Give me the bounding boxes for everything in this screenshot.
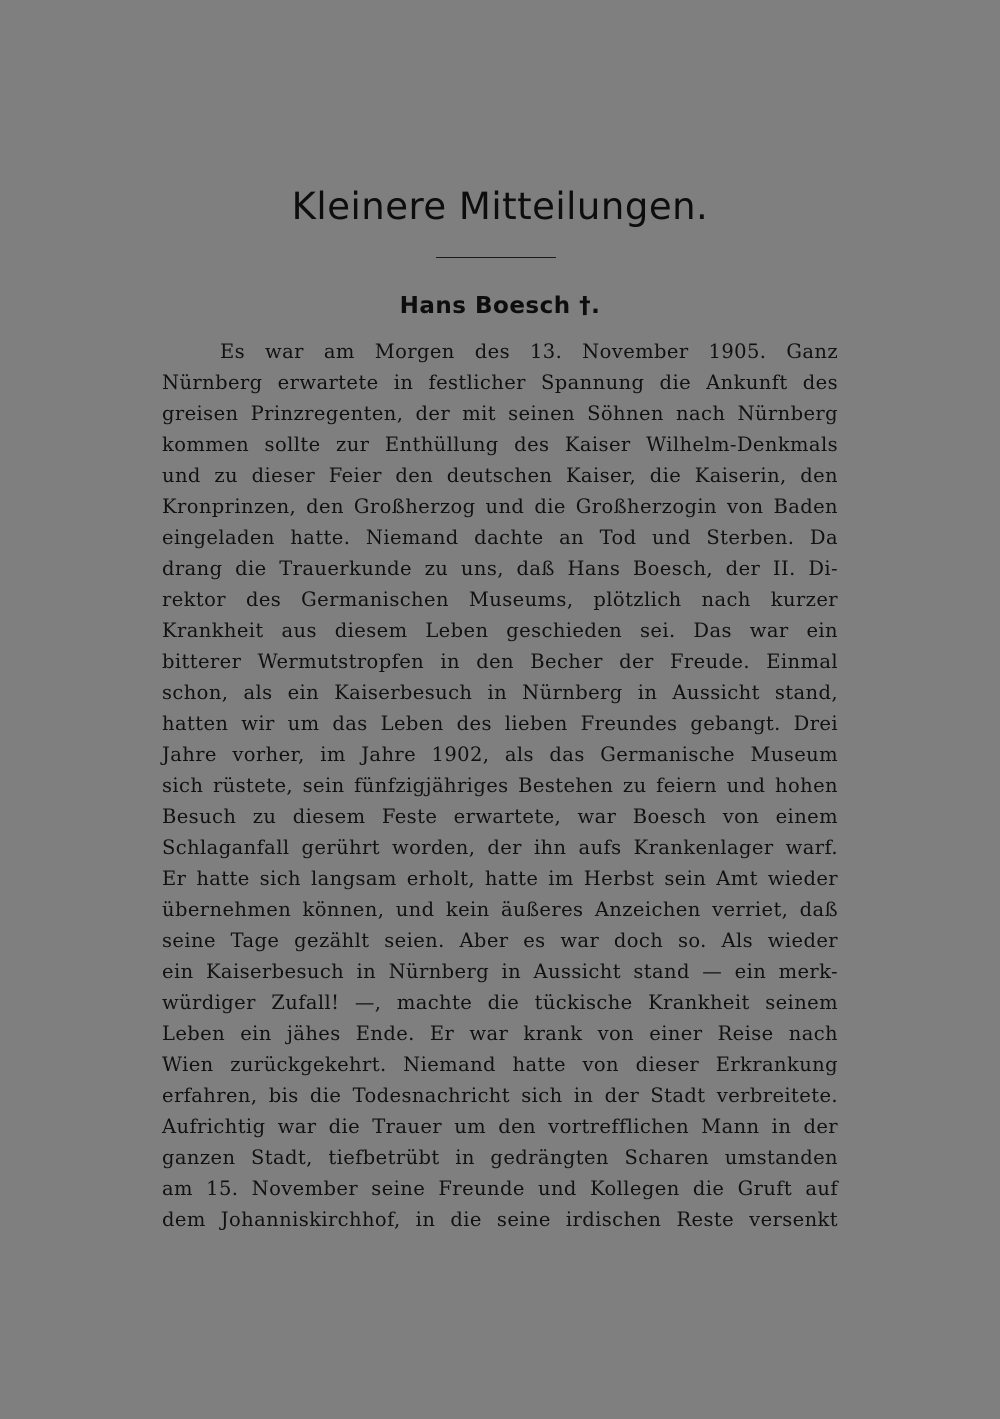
body-line: ein Kaiserbesuch in Nürnberg in Aussicht stand — ein merk- bbox=[162, 960, 838, 983]
body-line: Krankheit aus diesem Leben geschieden sei. Das war ein bbox=[162, 619, 838, 642]
body-line: seine Tage gezählt seien. Aber es war doch so. Als wieder bbox=[162, 929, 838, 952]
body-line: und zu dieser Feier den deutschen Kaiser, die Kaiserin, den bbox=[162, 464, 838, 487]
body-line: schon, als ein Kaiserbesuch in Nürnberg in Aussicht stand, bbox=[162, 681, 838, 704]
body-line: hatten wir um das Leben des lieben Freundes gebangt. Drei bbox=[162, 712, 838, 735]
body-line: Wien zurückgekehrt. Niemand hatte von dieser Erkrankung bbox=[162, 1053, 838, 1076]
body-line: drang die Trauerkunde zu uns, daß Hans Boesch, der II. Di- bbox=[162, 557, 838, 580]
body-line: würdiger Zufall! —, machte die tückische Krankheit seinem bbox=[162, 991, 838, 1014]
article-heading: Hans Boesch †. bbox=[399, 293, 601, 319]
body-line: sich rüstete, sein fünfzigjähriges Bestehen zu feiern und hohen bbox=[162, 774, 838, 797]
page-title: Kleinere Mitteilungen. bbox=[291, 185, 709, 228]
article-body bbox=[162, 336, 838, 1235]
body-line: Kronprinzen, den Großherzog und die Großherzogin von Baden bbox=[162, 495, 838, 518]
body-line: bitterer Wermutstropfen in den Becher der Freude. Einmal bbox=[162, 650, 838, 673]
body-line: greisen Prinzregenten, der mit seinen Söhnen nach Nürnberg bbox=[162, 402, 838, 425]
body-line: Jahre vorher, im Jahre 1902, als das Germanische Museum bbox=[162, 743, 838, 766]
body-line: übernehmen können, und kein äußeres Anzeichen verriet, daß bbox=[162, 898, 838, 921]
title-divider bbox=[436, 257, 556, 258]
body-line: dem Johanniskirchhof, in die seine irdischen Reste versenkt bbox=[162, 1208, 838, 1231]
body-line: Aufrichtig war die Trauer um den vortrefflichen Mann in der bbox=[162, 1115, 838, 1138]
body-line: kommen sollte zur Enthüllung des Kaiser Wilhelm-Denkmals bbox=[162, 433, 838, 456]
body-line: am 15. November seine Freunde und Kollegen die Gruft auf bbox=[162, 1177, 838, 1200]
body-line: Besuch zu diesem Feste erwartete, war Boesch von einem bbox=[162, 805, 838, 828]
body-line: rektor des Germanischen Museums, plötzlich nach kurzer bbox=[162, 588, 838, 611]
body-line: Nürnberg erwartete in festlicher Spannung die Ankunft des bbox=[162, 371, 838, 394]
body-line: Es war am Morgen des 13. November 1905. Ganz bbox=[220, 340, 838, 363]
body-line: Er hatte sich langsam erholt, hatte im Herbst sein Amt wieder bbox=[162, 867, 838, 890]
body-line: Schlaganfall gerührt worden, der ihn aufs Krankenlager warf. bbox=[162, 836, 838, 859]
body-line: erfahren, bis die Todesnachricht sich in der Stadt verbreitete. bbox=[162, 1084, 838, 1107]
body-line: ganzen Stadt, tiefbetrübt in gedrängten Scharen umstanden bbox=[162, 1146, 838, 1169]
body-line: Leben ein jähes Ende. Er war krank von einer Reise nach bbox=[162, 1022, 838, 1045]
body-line: eingeladen hatte. Niemand dachte an Tod und Sterben. Da bbox=[162, 526, 838, 549]
